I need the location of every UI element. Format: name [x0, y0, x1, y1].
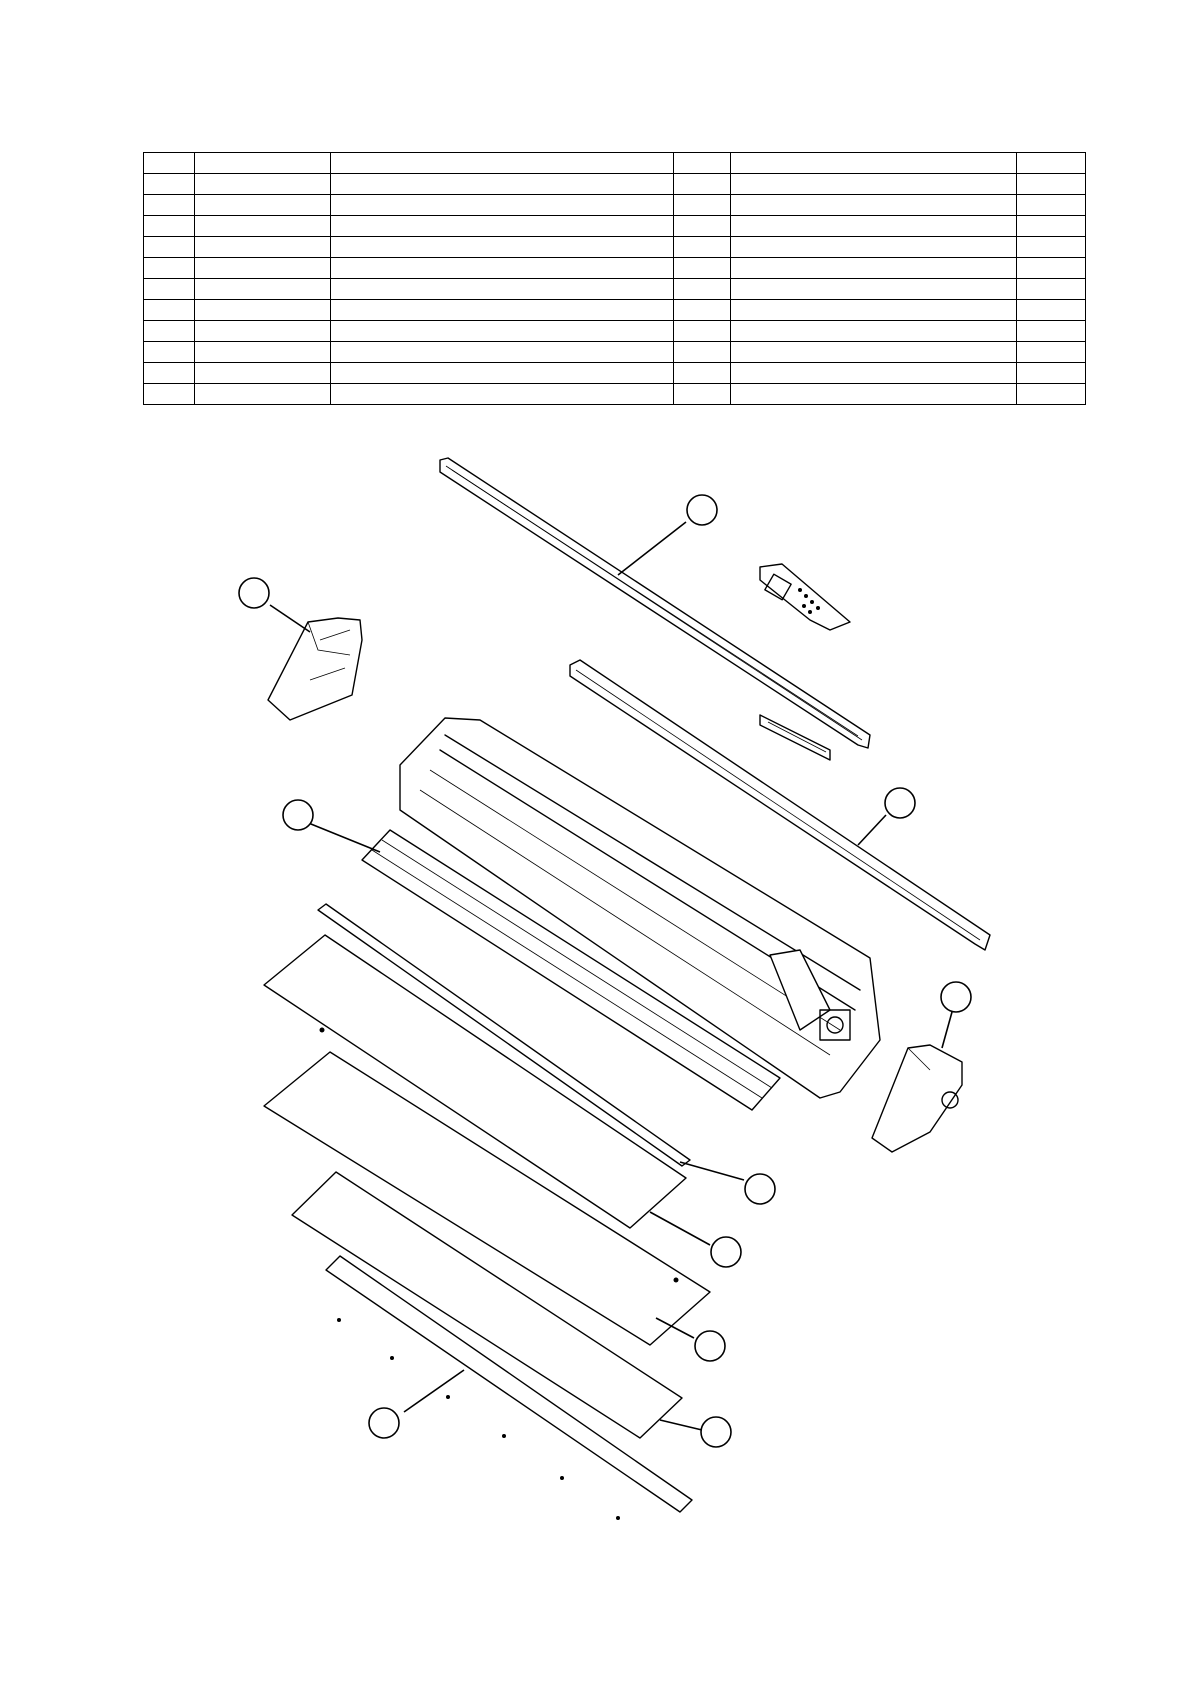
callout-3: [283, 800, 313, 830]
callout-2: [239, 578, 269, 608]
callout-10: [369, 1408, 399, 1438]
callout-6: [745, 1174, 775, 1204]
callout-9: [701, 1417, 731, 1447]
callout-5: [941, 982, 971, 1012]
callout-8: [695, 1331, 725, 1361]
left-end-cover-part: [268, 618, 362, 720]
control-panel-part: [760, 564, 850, 630]
callout-1: [687, 495, 717, 525]
callout-4: [885, 788, 915, 818]
right-end-cover-part: [872, 1045, 962, 1152]
callout-7: [711, 1237, 741, 1267]
